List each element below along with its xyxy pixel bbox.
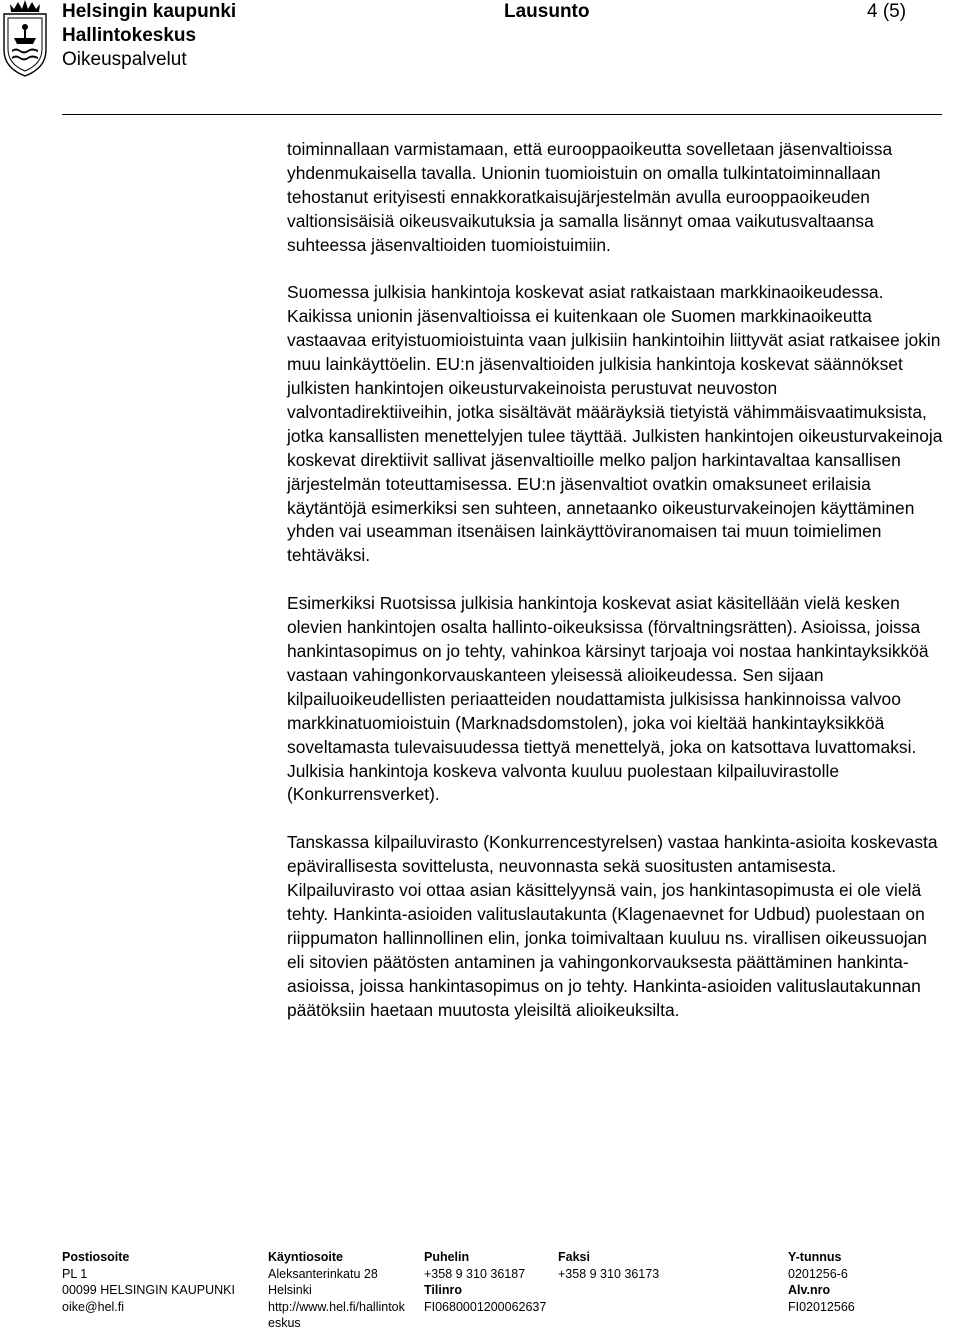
- page-footer: [0, 1249, 960, 1329]
- paragraph: Tanskassa kilpailuvirasto (Konkurrencestyrelsen) vastaa hankinta-asioita koskevasta epävirallisesta sovittelusta, neuvonnasta sekä suositusten antamisesta. Kilpailuvirasto voi ottaa asian käsittelyynsä vain, jos hankintasopimusta ei ole vielä tehty. Hankinta-asioiden valituslautakunta (Klagenaevnet for Udbud) puolestaan on riippumaton hallinnollinen elin, jonka toimivaltaan kuuluu ns. virallisen oikeussuojan eli sitovien päätösten antaminen ja vahingonkorvauksesta päättäminen hankinta-asioissa, joissa hankintasopimus on jo tehty. Hankinta-asioiden valituslautakunnan päätöksiin haetaan muutosta yleisiltä alioikeuksilta.: [287, 832, 938, 1020]
- footer-visiting-address: [268, 1249, 405, 1332]
- unit-name: Hallintokeskus: [62, 25, 197, 46]
- footer-text: +358 9 310 36187: [424, 1266, 526, 1281]
- footer-heading: Y-tunnus: [788, 1250, 842, 1264]
- footer-label: Tilinro: [424, 1283, 462, 1297]
- document-body: [287, 138, 943, 1046]
- footer-text: FI0680001200062637: [424, 1299, 547, 1314]
- paragraph: Esimerkiksi Ruotsissa julkisia hankintoja koskevat asiat käsitellään vielä kesken olevien hankintojen osalta hallinto-oikeuksissa (förvaltningsrätten). Asioissa, joissa hankintasopimus on jo tehty, vahinkoa kärsinyt tarjoaja voi nostaa hankintayksikköä vastaan vahingonkorvauskanteen yleisessä alioikeudessa. Sen sijaan kilpailuoikeudellisten periaatteiden noudattamista julkisissa hankinnoissa valvoo markkinatuomioistuin (Marknadsdomstolen), joka voi kieltää hankintayksikköä soveltamasta tulevaisuudessa tiettyä menettelyä, joka on katsottava luvattomaksi. Julkisia hankintoja koskeva valvonta kuuluu puolestaan kilpailuvirastolle (Konkurrensverket).: [287, 593, 929, 805]
- footer-business-id: [788, 1249, 855, 1315]
- paragraph: toiminnallaan varmistamaan, että eurooppaoikeutta sovelletaan jäsenvaltioissa yhdenmukaisella tavalla. Unionin tuomioistuin on omalla tulkintatoiminnallaan tehostanut erityisesti ennakkoratkaisujärjestelmän avulla eurooppaoikeuden valtionsisäisiä oikeusvaikutuksia ja samalla lisännyt omaa vaikutusvaltaansa suhteessa jäsenvaltioiden tuomioistuimiin.: [287, 139, 893, 255]
- footer-fax: [558, 1249, 659, 1282]
- footer-email-link[interactable]: oike@hel.fi: [62, 1299, 125, 1314]
- footer-label: Alv.nro: [788, 1283, 831, 1297]
- footer-phone: [424, 1249, 546, 1315]
- paragraph: Suomessa julkisia hankintoja koskevat asiat ratkaistaan markkinaoikeudessa. Kaikissa unionin jäsenvaltioissa ei kuitenkaan ole Suomen markkinaoikeutta vastaavaa erityistuomioistuinta vaan julkisiin hankintoihin liittyvät asiat ratkaisee jokin muu lainkäyttöelin. EU:n jäsenvaltioiden julkisia hankintoja koskevat säännökset julkisten hankintojen oikeusturvakeinoista perustuvat neuvoston valvontadirektiiveihin, jotka sisältävät määräyksiä tietyistä vähimmäisvaatimuksista, jotka kansallisten menettelyjen tulee täyttää. Julkisten hankintojen oikeusturvakeinoja koskevat direktiivit sallivat jäsenvaltioille melko paljon harkintavaltaa kansallisen järjestelmän toteuttamisessa. EU:n jäsenvaltiot ovatkin omaksuneet erilaisia käytäntöjä esimerkiksi sen suhteen, annetaanko oikeusturvakeinojen käyttäminen yhden vai useamman itsenäisen lainkäyttöviranomaisen tai muun toimielimen tehtäväksi.: [287, 282, 943, 566]
- footer-text: Aleksanterinkatu 28: [268, 1266, 378, 1281]
- footer-heading: Postiosoite: [62, 1250, 130, 1264]
- footer-text: 0201256-6: [788, 1266, 848, 1281]
- footer-heading: Faksi: [558, 1250, 590, 1264]
- footer-text: Helsinki: [268, 1283, 312, 1297]
- footer-text: FI02012566: [788, 1299, 855, 1314]
- page-number: 4 (5): [867, 1, 907, 22]
- footer-heading: Puhelin: [424, 1250, 470, 1264]
- footer-website-link-continued[interactable]: eskus: [268, 1316, 301, 1330]
- document-type: Lausunto: [504, 1, 590, 22]
- header-divider: [62, 114, 942, 115]
- header-organization: [62, 0, 236, 72]
- footer-heading: Käyntiosoite: [268, 1250, 344, 1264]
- department-name: Oikeuspalvelut: [62, 49, 187, 70]
- org-name: Helsingin kaupunki: [62, 1, 237, 22]
- footer-text: PL 1: [62, 1266, 88, 1281]
- footer-text: +358 9 310 36173: [558, 1266, 660, 1281]
- footer-postal-address: [62, 1249, 235, 1315]
- helsinki-crest-logo: [0, 0, 50, 78]
- footer-text: 00099 HELSINGIN KAUPUNKI: [62, 1283, 235, 1297]
- footer-website-link[interactable]: http://www.hel.fi/hallintok: [268, 1299, 405, 1314]
